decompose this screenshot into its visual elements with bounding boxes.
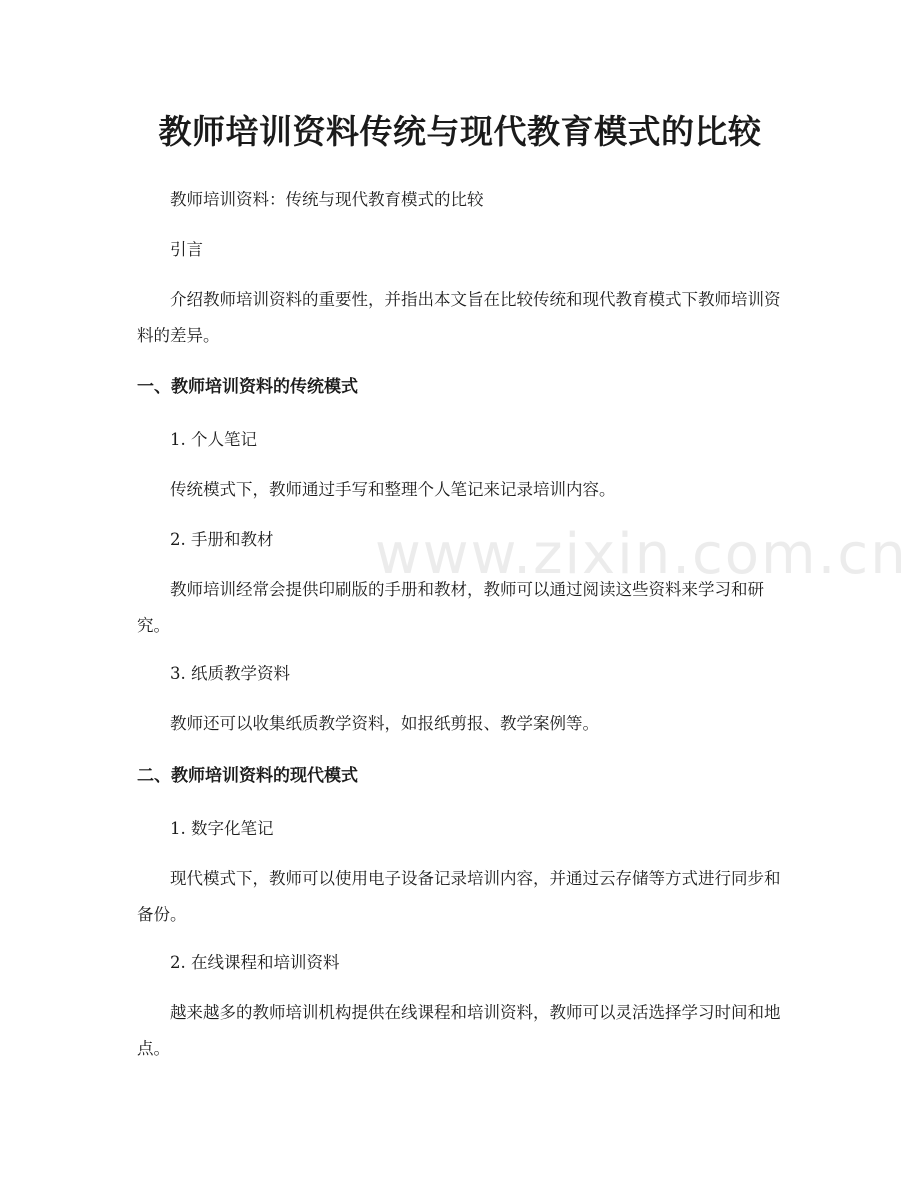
- section2-heading: 二、教师培训资料的现代模式: [137, 766, 358, 786]
- section2-item2-label: 2. 在线课程和培训资料: [170, 953, 340, 972]
- watermark: www.zixin.com.cn: [375, 522, 908, 587]
- subtitle-paragraph: 教师培训资料：传统与现代教育模式的比较: [170, 190, 484, 209]
- section1-item2-text: 教师培训经常会提供印刷版的手册和教材，教师可以通过阅读这些资料来学习和研究。: [137, 580, 764, 635]
- section1-heading: 一、教师培训资料的传统模式: [137, 377, 358, 397]
- document-title: 教师培训资料传统与现代教育模式的比较: [158, 112, 762, 151]
- section1-item1-text: 传统模式下，教师通过手写和整理个人笔记来记录培训内容。: [170, 480, 616, 499]
- section2-item2-text: 越来越多的教师培训机构提供在线课程和培训资料，教师可以灵活选择学习时间和地点。: [137, 1003, 781, 1058]
- section1-item3-label: 3. 纸质教学资料: [170, 664, 290, 683]
- section2-item1-text: 现代模式下，教师可以使用电子设备记录培训内容，并通过云存储等方式进行同步和备份。: [137, 869, 781, 924]
- section1-item2-label: 2. 手册和教材: [170, 530, 274, 549]
- intro-paragraph: 介绍教师培训资料的重要性，并指出本文旨在比较传统和现代教育模式下教师培训资料的差异。: [137, 290, 781, 345]
- intro-label: 引言: [170, 240, 203, 259]
- section2-item1-label: 1. 数字化笔记: [170, 819, 274, 838]
- section1-item3-text: 教师还可以收集纸质教学资料，如报纸剪报、教学案例等。: [170, 714, 599, 733]
- section1-item1-label: 1. 个人笔记: [170, 430, 257, 449]
